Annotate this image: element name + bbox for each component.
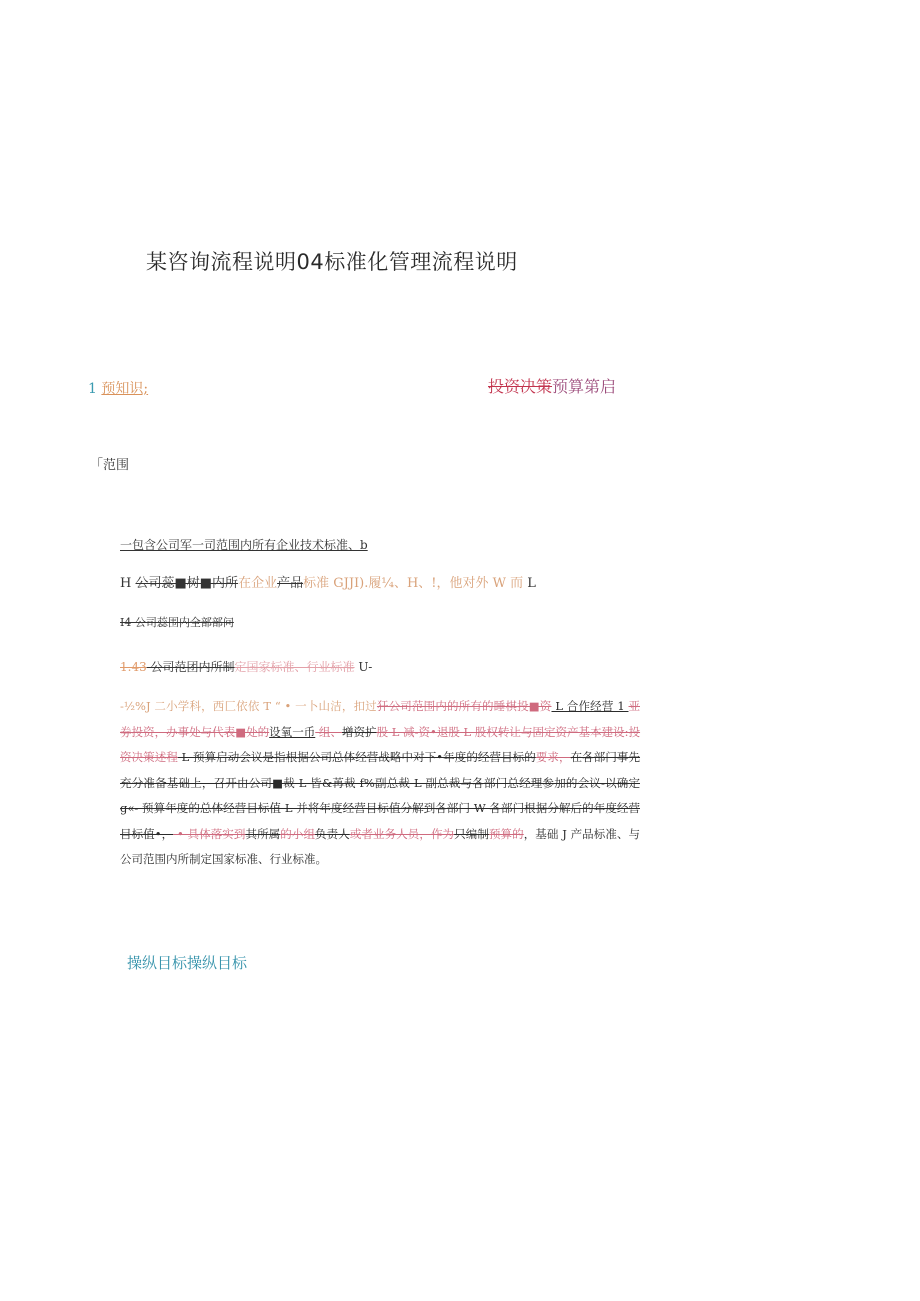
- paragraph-run: ，基础 J 产品标准、与公司范围内所制定国家标准、行业标准。: [120, 826, 641, 866]
- paragraph-run: 的小组: [280, 826, 316, 841]
- line-4-pink: 定国家标准、行业标准: [234, 660, 355, 674]
- paragraph-run: 设氧一币: [269, 724, 316, 739]
- scope-line-1: 一包含公司军一司范围内所有企业技术标准、b: [120, 538, 368, 552]
- paragraph-run: 组、: [315, 724, 342, 739]
- line-4-number: 1.43: [120, 660, 147, 674]
- section-1-label: 预知识;: [101, 381, 149, 397]
- section-1-number: 1: [88, 381, 97, 397]
- line-2-prefix: H: [120, 576, 136, 591]
- paragraph-run: 在各部门事先充分准备基础上，召开由公司■裁 L 皆&苒裁 f%副总裁 L 副总裁与各部门总经理参加的会议-以确定 g«- 预算年度的总体经营目标值 L 并将年度经营目标值分解到各部门 W 各部门根据分解后的年度经营目标值•，: [120, 750, 641, 841]
- line-2-orange: 在企业: [238, 576, 278, 591]
- paragraph-run: -½%J 二小学科，西匚依依 T “ • 一卜山洁，扣过: [120, 699, 377, 713]
- paragraph-run: 或者业务人员，作为: [349, 826, 455, 841]
- paragraph-run: 要求，: [535, 750, 571, 764]
- paragraph-run: L 预算启动会议是指根据公司总体经营战略中对下•年度的经营目标的: [177, 750, 536, 764]
- section-1-heading: [88, 378, 148, 398]
- paragraph-run: 预算的: [488, 826, 524, 841]
- scope-line-2: [120, 572, 536, 591]
- paragraph-run: 股 L 减-资•退股 L 股权转让与固定资产基本建设:投资决策述程: [120, 724, 641, 764]
- body-paragraph: [120, 694, 640, 873]
- scope-line-4: [120, 658, 372, 675]
- paragraph-run: • 具体落实到: [173, 826, 246, 841]
- paragraph-run: 其所属: [245, 826, 281, 841]
- section-right-heading: [488, 374, 616, 397]
- scope-heading: 「范围: [90, 458, 130, 473]
- paragraph-run: 负责人: [315, 826, 350, 841]
- line-2-orange-2: 标准 GJJI).履¼、H、!，他对外 W 而: [303, 576, 524, 591]
- line-4-strike: 公司范团内所制: [146, 660, 235, 674]
- document-title: 某咨询流程说明04标准化管理流程说明: [146, 250, 518, 274]
- paragraph-run: 犴公司范围内的所有的睡棋投■资: [376, 699, 552, 713]
- control-objective-heading: 操纵目标操纵目标: [127, 954, 248, 972]
- paragraph-run: 只编制: [454, 826, 489, 841]
- line-2-strike-2: 产品: [277, 576, 304, 591]
- line-2-strike: 公司蕊■树■内所: [135, 576, 239, 591]
- line-2-tail: L: [523, 576, 536, 591]
- section-right-plain: 预算第启: [552, 377, 617, 396]
- scope-line-3: I4 公司蕊围内全部部问: [120, 616, 234, 629]
- section-right-strike: 投资决策: [488, 377, 553, 396]
- paragraph-run: 增资扩: [341, 724, 377, 739]
- paragraph-run: L 合作经营 1: [551, 699, 629, 713]
- line-4-tail: U-: [354, 660, 373, 674]
- paragraph-run: 亚券投资，办事处与代表■处的: [120, 699, 640, 739]
